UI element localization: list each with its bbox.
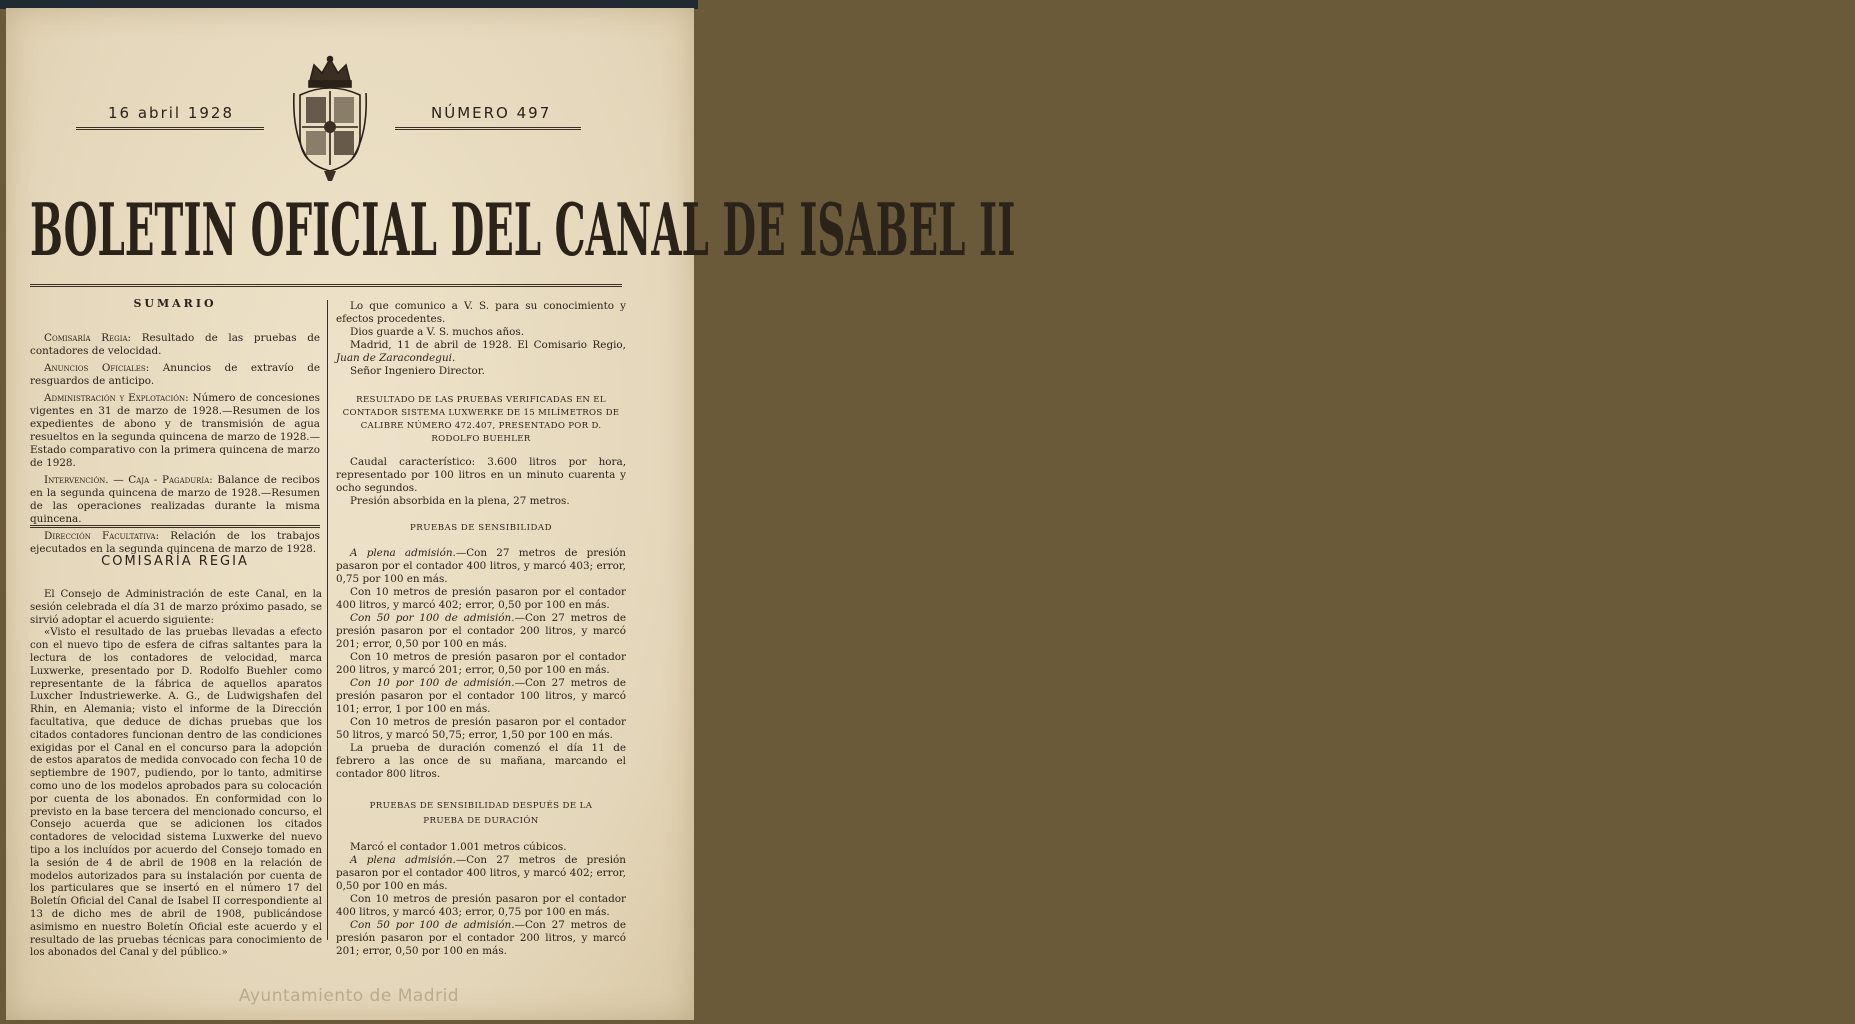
sumario-item: Intervención. — Caja - Pagaduría: Balance de recibos en la segunda quincena de marzo de 1928.—Resumen de las operaciones realizadas durante la misma quincena. — [30, 474, 320, 525]
right-column — [336, 300, 626, 958]
archive-watermark: Ayuntamiento de Madrid — [238, 986, 460, 1006]
closing-greeting: Dios guarde a V. S. muchos años. — [350, 326, 525, 338]
royal-coat-of-arms-icon — [288, 55, 372, 183]
issue-number: NÚMERO 497 — [431, 104, 552, 122]
header-rule-left — [76, 127, 264, 130]
duracion-paragraph: La prueba de duración comenzó el día 11 de febrero a las once de su mañana, marcando el contador 800 litros. — [336, 742, 626, 780]
despues-paragraph: A plena admisión.—Con 27 metros de presión pasaron por el contador 400 litros, y marcó 402; error, 0,50 por 100 en más. — [336, 854, 626, 892]
sumario-item: Dirección Facultativa: Relación de los trabajos ejecutados en la segunda quincena de marzo de 1928. — [30, 530, 321, 555]
sensibilidad-paragraph: Con 10 metros de presión pasaron por el contador 50 litros, y marcó 50,75; error, 1,50 por 100 en más. — [336, 716, 626, 741]
section-rule — [30, 525, 320, 528]
sumario-item: Comisaría Regia: Resultado de las pruebas de contadores de velocidad. — [30, 332, 320, 357]
masthead — [30, 187, 1016, 274]
resultado-heading: RESULTADO DE LAS PRUEBAS VERIFICADAS EN EL CONTADOR SISTEMA LUXWERKE DE 15 MILÍMETROS DE CALIBRE NÚMERO 472.407, PRESENTADO POR D. RODOLFO BUEHLER — [342, 395, 620, 444]
sumario-list — [30, 332, 320, 556]
comisaria-resolution: «Visto el resultado de las pruebas llevadas a efecto con el nuevo tipo de esfera de cifras saltantes para la lectura de los contadores de velocidad, marca Luxwerke, presentado por D. Rodolfo Buehler como representante de la fábrica de aquellos aparatos Luxcher Industriewerke. A. G., de Ludwigshafen del Rhin, en Alemania; visto el informe de la Dirección facultativa, que deduce de dichas pruebas que los citados contadores funcionan dentro de las condiciones exigidas por el Canal en el concurso para la adopción de estos aparatos de medida convocado con fecha 10 de septiembre de 1907, pudiendo, por lo tanto, admitirse como uno de los modelos aprobados para su colocación por cuenta de los abonados. En conformidad con lo previsto en la base tercera del mencionado concurso, el Consejo acuerda que se adicionen los citados contadores de velocidad sistema Luxwerke del nuevo tipo a los incluídos por acuerdo del Consejo tomado en la sesión de 4 de abril de 1908 en la relación de modelos autorizados para su instalación por cuenta de los particulares que se insertó en el número 17 del Boletín Oficial del Canal de Isabel II correspondiente al 13 de dicho mes de abril de 1908, publicándose asimismo en nuestro Boletín Oficial este acuerdo y el resultado de las pruebas técnicas para conocimiento de los abonados del Canal y del público.» — [30, 627, 322, 959]
closing-addressee: Señor Ingeniero Director. — [350, 365, 485, 377]
closing-signature: Madrid, 11 de abril de 1928. El Comisario Regio, Juan de Zaracondegui. — [336, 339, 626, 364]
sensibilidad-paragraph: Con 50 por 100 de admisión.—Con 27 metros de presión pasaron por el contador 200 litros, y marcó 201; error, 0,50 por 100 en más. — [336, 612, 627, 650]
sensibilidad-paragraph: Con 10 por 100 de admisión.—Con 27 metros de presión pasaron por el contador 100 litros, y marcó 101; error, 1 por 100 en más. — [336, 677, 627, 715]
despues-paragraph: Marcó el contador 1.001 metros cúbicos. — [350, 841, 567, 853]
issue-date: 16 abril 1928 — [108, 104, 235, 122]
masthead-title: BOLETIN OFICIAL DEL CANAL DE ISABEL II — [30, 187, 1016, 272]
comisaria-body — [30, 589, 322, 960]
despues-paragraph: Con 50 por 100 de admisión.—Con 27 metros de presión pasaron por el contador 200 litros, y marcó 201; error, 0,50 por 100 en más. — [336, 919, 627, 957]
sensibilidad-paragraph: Con 10 metros de presión pasaron por el contador 200 litros, y marcó 201; error, 0,50 por 100 en más. — [336, 651, 626, 676]
comisaria-heading: COMISARÍA REGIA — [101, 554, 249, 569]
comisaria-intro: El Consejo de Administración de este Canal, en la sesión celebrada el día 31 de marzo próximo pasado, se sirvió adoptar el acuerdo siguiente: — [30, 589, 322, 626]
sumario-heading: SUMARIO — [133, 297, 217, 310]
presion-paragraph: Presión absorbida en la plena, 27 metros. — [350, 495, 570, 507]
despues-paragraph: Con 10 metros de presión pasaron por el contador 400 litros, y marcó 403; error, 0,75 por 100 en más. — [336, 893, 626, 918]
pruebas-heading: PRUEBAS DE SENSIBILIDAD — [409, 523, 553, 533]
header-rule-right — [395, 127, 581, 130]
masthead-rule — [30, 284, 622, 287]
caudal-paragraph: Caudal característico: 3.600 litros por hora, representado por 100 litros en un minuto cuarenta y ocho segundos. — [336, 456, 626, 494]
sumario-item: Anuncios Oficiales: Anuncios de extravío de resguardos de anticipo. — [30, 362, 320, 387]
closing-paragraph: Lo que comunico a V. S. para su conocimiento y efectos procedentes. — [336, 300, 626, 325]
column-divider — [327, 300, 328, 940]
sensibilidad-paragraph: A plena admisión.—Con 27 metros de presión pasaron por el contador 400 litros, y marcó 403; error, 0,75 por 100 en más. — [336, 547, 626, 585]
sensibilidad-paragraph: Con 10 metros de presión pasaron por el contador 400 litros, y marcó 402; error, 0,50 por 100 en más. — [336, 586, 626, 611]
sumario-item: Administración y Explotación: Número de concesiones vigentes en 31 de marzo de 1928.—Resumen de los expedientes de abono y de transmisión de agua resueltos en la segunda quincena de marzo de 1928.—Estado comparativo con la primera quincena de marzo de 1928. — [30, 392, 320, 469]
despues-heading: PRUEBAS DE SENSIBILIDAD DESPUÉS DE LA PRUEBA DE DURACIÓN — [369, 801, 593, 826]
